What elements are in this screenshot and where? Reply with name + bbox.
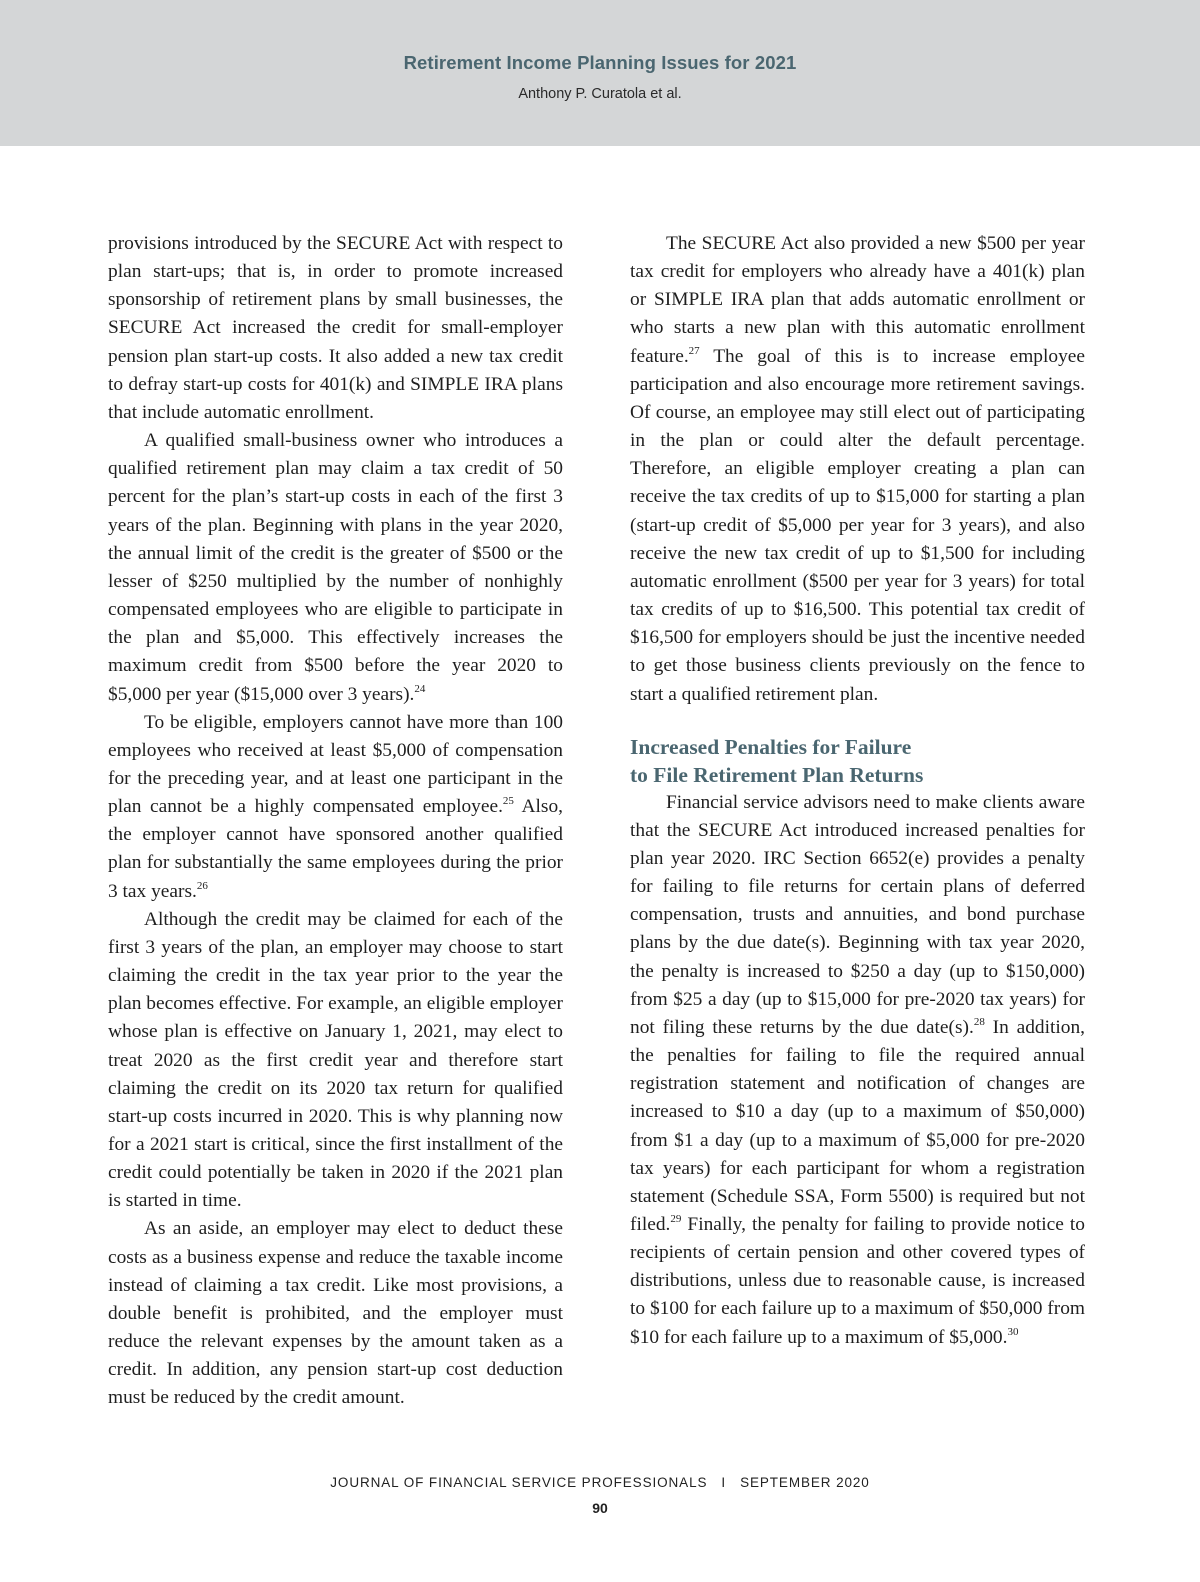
footnote-ref: 24 <box>414 682 426 695</box>
paragraph <box>108 1215 563 1412</box>
issue-date: SEPTEMBER 2020 <box>740 1475 870 1490</box>
paragraph <box>108 427 563 709</box>
footnote-ref: 30 <box>1007 1325 1019 1338</box>
paragraph <box>630 230 1085 709</box>
paragraph <box>108 906 563 1216</box>
paragraph-text: Also, the employer cannot have sponsored another qualified plan for substantially the same employees during the prior 3 tax years. <box>108 796 563 902</box>
paragraph-text: Although the credit may be claimed for each of the first 3 years of the plan, an employer may choose to start claiming the credit in the tax year prior to the year the plan becomes effective. For example, an eligible employer whose plan is effective on January 1, 2021, may elect to treat 2020 as the first credit year and therefore start claiming the credit on its 2020 tax return for qualified start-up costs incurred in 2020. This is why planning now for a 2021 start is critical, since the first installment of the credit could potentially be taken in 2020 if the 2021 plan is started in time. <box>108 908 563 1212</box>
footnote-ref: 26 <box>196 879 208 892</box>
paragraph <box>108 709 563 906</box>
running-title: Retirement Income Planning Issues for 2021 <box>403 52 797 73</box>
section-heading-line: Increased Penalties for Failure <box>630 734 912 759</box>
footnote-ref: 29 <box>670 1213 682 1225</box>
left-column <box>108 230 563 1413</box>
section-heading <box>630 733 1085 789</box>
footnote-ref: 28 <box>973 1015 985 1028</box>
right-column <box>630 230 1085 1352</box>
paragraph-text: The SECURE Act also provided a new $500 per year tax credit for employers who already have a 401(k) plan or SIMPLE IRA plan that adds automatic enrollment or who starts a new plan with this automatic enrollment feature. <box>630 233 1085 367</box>
paragraph-text: The goal of this is to increase employee participation and also encourage more retirement savings. Of course, an employee may still elect out of participating in the plan or could alter the default percentage. Therefore, an eligible employer creating a plan can receive the tax credits of up to $15,000 for starting a plan (start-up credit of $5,000 per year for 3 years), and also receive the new tax credit of up to $1,500 for including automatic enrollment ($500 per year for 3 years) for total tax credits of up to $16,500. This potential tax credit of $16,500 for employers should be just the incentive needed to get those business clients previously on the fence to start a qualified retirement plan. <box>630 345 1085 705</box>
paragraph <box>108 230 563 427</box>
paragraph-text: To be eligible, employers cannot have more than 100 employees who received at least $5,000 of compensation for the preceding year, and at least one participant in the plan cannot be a highly compensated employee. <box>108 711 563 818</box>
paragraph-text: Finally, the penalty for failing to provide notice to recipients of certain pension and other covered types of distributions, unless due to reasonable cause, is increased to $100 for each failure up to a maximum of $50,000 from $10 for each failure up to a maximum of $5,000. <box>630 1214 1085 1348</box>
footer-separator: I <box>721 1475 727 1490</box>
footnote-ref: 25 <box>502 795 514 808</box>
footnote-ref: 27 <box>688 344 700 357</box>
page-number: 90 <box>592 1500 608 1516</box>
journal-name: JOURNAL OF FINANCIAL SERVICE PROFESSIONALS <box>330 1475 708 1490</box>
paragraph-text: provisions introduced by the SECURE Act with respect to plan start-ups; that is, in order to promote increased sponsorship of retirement plans by small businesses, the SECURE Act increased the credit for small-employer pension plan start-up costs. It also added a new tax credit to defray start-up costs for 401(k) and SIMPLE IRA plans that include automatic enrollment. <box>108 233 563 423</box>
paragraph-text: In addition, the penalties for failing to file the required annual registration statement and notification of changes are increased to $10 a day (up to a maximum of $50,000) from $1 a day (up to a maximum of $5,000 for pre-2020 tax years) for each participant for whom a registration statement (Schedule SSA, Form 5500) is required but not filed. <box>630 1016 1085 1235</box>
paragraph-text: A qualified small-business owner who introduces a qualified retirement plan may claim a tax credit of 50 percent for the plan’s start-up costs in each of the first 3 years of the plan. Beginning with plans in the year 2020, the annual limit of the credit is the greater of $500 or the lesser of $250 multiplied by the number of nonhighly compensated employees who are eligible to participate in the plan and $5,000. This effectively increases the maximum credit from $500 before the year 2020 to $5,000 per year ($15,000 over 3 years). <box>108 430 563 705</box>
section-heading-line: to File Retirement Plan Returns <box>630 762 924 787</box>
paragraph <box>630 789 1085 1352</box>
running-authors: Anthony P. Curatola et al. <box>518 86 682 102</box>
paragraph-text: As an aside, an employer may elect to deduct these costs as a business expense and reduce the taxable income instead of claiming a tax credit. Like most provisions, a double benefit is prohibited, and the employer must reduce the relevant expenses by the amount taken as a credit. In addition, any pension start-up cost deduction must be reduced by the credit amount. <box>108 1218 563 1409</box>
footer-journal-line <box>0 1475 1200 1490</box>
paragraph-text: Financial service advisors need to make clients aware that the SECURE Act introduced increased penalties for plan year 2020. IRC Section 6652(e) provides a penalty for failing to file returns for certain plans of deferred compensation, trusts and annuities, and bond purchase plans by the due date(s). Beginning with tax year 2020, the penalty is increased to $250 a day (up to $150,000) from $25 a day (up to $15,000 for pre-2020 tax years) for not filing these returns by the due date(s). <box>630 791 1085 1038</box>
